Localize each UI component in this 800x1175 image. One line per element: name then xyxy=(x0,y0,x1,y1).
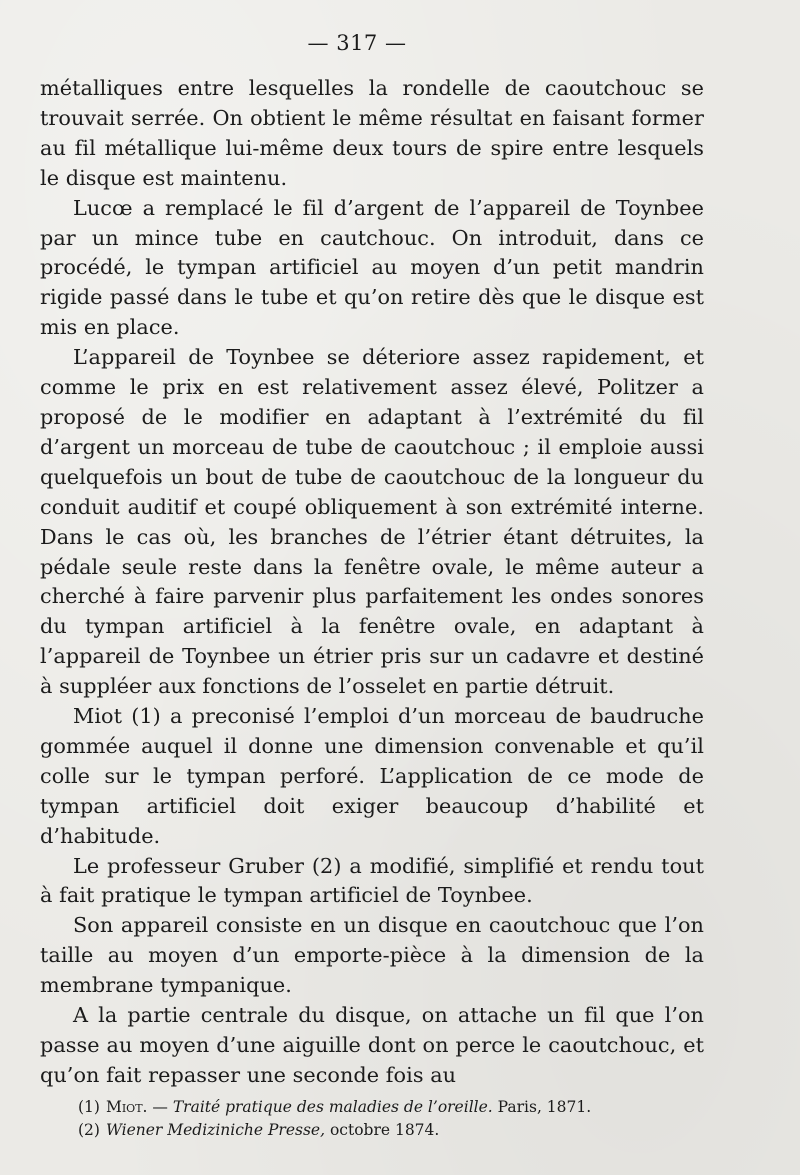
paragraph-politzer: L’appareil de Toynbee se déteriore assez rapidement, et comme le prix en est relativement assez élevé, Politzer a proposé de le modifier en adaptant à l’extrémité du fil d’argent un morceau de tube de caoutchouc ; il emploie aussi quelquefois un bout de tube de caoutchouc de la longueur du conduit auditif et coupé obliquement à son extrémité interne. Dans le cas où, les branches de l’étrier étant détruites, la pédale seule reste dans la fenêtre ovale, le même auteur a cherché à faire parvenir plus parfaitement les ondes sonores du tympan artificiel à la fenêtre ovale, en adaptant à l’appareil de Toynbee un étrier pris sur un cadavre et destiné à suppléer aux fonctions de l’osselet en partie détruit. xyxy=(40,345,704,699)
paragraph-lucae: Lucœ a remplacé le fil d’argent de l’appareil de Toynbee par un mince tube en cautchouc. On introduit, dans ce procédé, le tympan artificiel au moyen d’un petit mandrin rigide passé dans le tube et qu’on retire dès que le disque est mis en place. xyxy=(40,195,704,340)
footnote-publication: Paris, 1871. xyxy=(492,1098,592,1116)
footnote-marker: (1) xyxy=(78,1098,100,1116)
footnote-title: Wiener Mediziniche Presse, xyxy=(105,1120,326,1139)
footnotes xyxy=(78,1096,704,1141)
footnote-marker: (2) xyxy=(78,1120,100,1139)
footnote-1 xyxy=(78,1096,704,1119)
footnote-dash: — xyxy=(147,1098,173,1116)
footnote-title: Traité pratique des maladies de l’oreille. xyxy=(172,1098,493,1116)
paragraph-gruber: Le professeur Gruber (2) a modifié, simplifié et rendu tout à fait pratique le tympan artificiel de Toynbee. xyxy=(40,853,704,908)
paragraph-apparatus: Son appareil consiste en un disque en caoutchouc que l’on taille au moyen d’un emporte-pièce à la dimension de la membrane tympanique. xyxy=(40,913,704,998)
paragraph-continuation: métalliques entre lesquelles la rondelle de caoutchouc se trouvait serrée. On obtient le même résultat en faisant former au fil métallique lui-même deux tours de spire entre lesquels le disque est maintenu. xyxy=(40,76,704,190)
paragraph-miot: Miot (1) a preconisé l’emploi d’un morceau de baudruche gommée auquel il donne une dimension convenable et qu’il colle sur le tympan perforé. L’application de ce mode de tympan artificiel doit exiger beaucoup d’habilité et d’habitude. xyxy=(40,704,704,848)
page-number: — 317 — xyxy=(307,31,407,55)
footnote-2 xyxy=(78,1119,704,1142)
footnote-publication: octobre 1874. xyxy=(325,1120,440,1139)
paragraph-central-part: A la partie centrale du disque, on attache un fil que l’on passe au moyen d’une aiguille dont on perce le caoutchouc, et qu’on fait repasser une seconde fois au xyxy=(40,1003,704,1087)
body-text xyxy=(40,74,704,1091)
footnote-author: Miot. xyxy=(105,1098,148,1116)
